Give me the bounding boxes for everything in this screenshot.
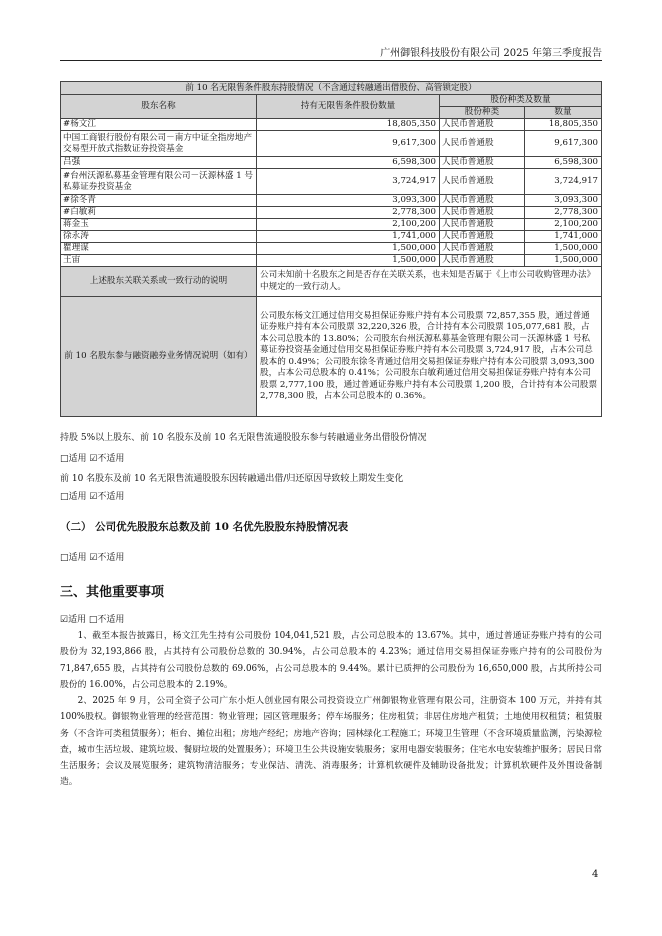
report-header: 广州御银科技股份有限公司 2025 年第三季度报告 <box>380 48 602 59</box>
col-header-name: 股东名称 <box>61 95 257 119</box>
share-num: 9,617,300 <box>525 131 602 157</box>
shareholder-name: 王宙 <box>61 255 257 267</box>
share-type: 人民币普通股 <box>440 169 525 195</box>
share-num: 18,805,350 <box>525 119 602 131</box>
share-type: 人民币普通股 <box>440 219 525 231</box>
share-num: 2,778,300 <box>525 207 602 219</box>
shares-qty: 2,778,300 <box>257 207 440 219</box>
refinancing-change-line: 前 10 名股东及前 10 名无限售流通股股东因转融通出借/归还原因导致较上期发生变化 <box>60 474 404 484</box>
shareholder-name: 蒋金玉 <box>61 219 257 231</box>
share-num: 1,500,000 <box>525 255 602 267</box>
shares-qty: 1,741,000 <box>257 231 440 243</box>
shares-qty: 3,724,917 <box>257 169 440 195</box>
relation-label: 上述股东关联关系或一致行动的说明 <box>61 267 257 297</box>
share-num: 2,100,200 <box>525 219 602 231</box>
shareholder-name: 徐永涛 <box>61 231 257 243</box>
col-header-type: 股份种类 <box>440 107 525 119</box>
header-rule <box>60 60 602 61</box>
table-row <box>61 157 602 169</box>
table-row <box>61 219 602 231</box>
margin-label: 前 10 名股东参与融资融券业务情况说明（如有） <box>61 297 257 417</box>
shareholder-name: 吕强 <box>61 157 257 169</box>
table-row <box>61 243 602 255</box>
shareholder-name: 中国工商银行股份有限公司－南方中证全指房地产交易型开放式指数证券投资基金 <box>61 131 257 157</box>
shareholder-name: #白敏莉 <box>61 207 257 219</box>
shareholder-name: #杨文江 <box>61 119 257 131</box>
share-num: 6,598,300 <box>525 157 602 169</box>
top10-shareholders-table <box>60 81 602 417</box>
table-row <box>61 119 602 131</box>
shareholder-name: #徐冬青 <box>61 195 257 207</box>
applicability-2: □适用 ☑不适用 <box>60 492 125 502</box>
share-type: 人民币普通股 <box>440 255 525 267</box>
share-num: 1,500,000 <box>525 243 602 255</box>
table-row <box>61 255 602 267</box>
share-type: 人民币普通股 <box>440 195 525 207</box>
shares-qty: 18,805,350 <box>257 119 440 131</box>
shareholder-name: #台州沃源私募基金管理有限公司－沃源林盛 1 号私募证券投资基金 <box>61 169 257 195</box>
share-type: 人民币普通股 <box>440 157 525 169</box>
section-preferred-shareholders: （二） 公司优先股股东总数及前 10 名优先股股东持股情况表 <box>60 521 349 533</box>
applicability-4: ☑适用 □不适用 <box>60 615 125 625</box>
table-title: 前 10 名无限售条件股东持股情况（不含通过转融通出借股份、高管锁定股） <box>61 82 602 95</box>
share-type: 人民币普通股 <box>440 231 525 243</box>
col-header-qty: 持有无限售条件股份数量 <box>257 95 440 119</box>
applicability-3: □适用 ☑不适用 <box>60 553 125 563</box>
share-type: 人民币普通股 <box>440 119 525 131</box>
shares-qty: 6,598,300 <box>257 157 440 169</box>
refinancing-line: 持股 5%以上股东、前 10 名股东及前 10 名无限售流通股股东参与转融通业务出借股份情况 <box>60 433 427 443</box>
shares-qty: 1,500,000 <box>257 243 440 255</box>
margin-text: 公司股东杨文江通过信用交易担保证券账户持有本公司股票 72,857,355 股，通过普通证券账户持有本公司股票 32,220,326 股，合计持有本公司股票 105,077,681 股，占本公司总股本的 13.80%；公司股东台州沃源私募基金管理有限公司－沃源林盛 1 号私募证券投资基金通过信用交易担保证券账户持有本公司股票 3,724,917 股，占本公司总股本的 0.49%；公司股东徐冬青通过信用交易担保证券账户持有本公司股票 3,093,300 股，占本公司总股本的 0.41%；公司股东白敏莉通过信用交易担保证券账户持有本公司股票 2,777,100 股，通过普通证券账户持有本公司股票 1,200 股，合计持有本公司股票 2,778,300 股，占本公司总股本的 0.36%。 <box>257 297 602 417</box>
shareholder-name: 瞿理谋 <box>61 243 257 255</box>
share-type: 人民币普通股 <box>440 131 525 157</box>
page-number: 4 <box>592 869 599 880</box>
table-row <box>61 195 602 207</box>
paragraph-subsidiary: 2、2025 年 9 月，公司全资子公司广东小炬人创业园有限公司投资设立广州御银物业管理有限公司，注册资本 100 万元，并持有其 100%股权。御银物业管理的经营范围：物业管理；园区管理服务；停车场服务；住房租赁；非居住房地产租赁；土地使用权租赁；租赁服务（不含许可类租赁服务）；柜台、摊位出租；房地产经纪；房地产咨询；园林绿化工程施工；环境卫生管理（不含环境质量监测，污染源检查，城市生活垃圾、建筑垃圾、餐厨垃圾的处置服务）；环境卫生公共设施安装服务；家用电器安装服务；住宅水电安装维护服务；居民日常生活服务；会议及展览服务；建筑物清洁服务；专业保洁、清洗、消毒服务；计算机软硬件及辅助设备批发；计算机软硬件及外围设备制造。 <box>60 696 602 788</box>
share-num: 1,741,000 <box>525 231 602 243</box>
shares-qty: 1,500,000 <box>257 255 440 267</box>
table-row <box>61 207 602 219</box>
share-type: 人民币普通股 <box>440 243 525 255</box>
table-row <box>61 231 602 243</box>
section-other-matters: 三、其他重要事项 <box>60 585 165 600</box>
shares-qty: 2,100,200 <box>257 219 440 231</box>
share-num: 3,093,300 <box>525 195 602 207</box>
shares-qty: 3,093,300 <box>257 195 440 207</box>
shares-qty: 9,617,300 <box>257 131 440 157</box>
relation-text: 公司未知前十名股东之间是否存在关联关系，也未知是否属于《上市公司收购管理办法》中规定的一致行动人。 <box>257 267 602 297</box>
applicability-1: □适用 ☑不适用 <box>60 454 125 464</box>
paragraph-shareholding: 1、截至本报告披露日，杨文江先生持有公司股份 104,041,521 股，占公司总股本的 13.67%。其中，通过普通证券账户持有的公司股份为 32,193,866 股，占其持有公司股份总数的 30.94%，占公司总股本的 4.23%；通过信用交易担保证券账户持有的公司股份为 71,847,655 股，占其持有公司股份总数的 69.06%，占公司总股本的 9.44%。累计已质押的公司股份为 16,650,000 股，占其所持公司股份的 16.00%，占公司总股本的 2.19%。 <box>60 631 602 690</box>
col-header-type-group: 股份种类及数量 <box>440 95 602 107</box>
table-row <box>61 169 602 195</box>
share-num: 3,724,917 <box>525 169 602 195</box>
share-type: 人民币普通股 <box>440 207 525 219</box>
table-row <box>61 131 602 157</box>
col-header-num: 数量 <box>525 107 602 119</box>
